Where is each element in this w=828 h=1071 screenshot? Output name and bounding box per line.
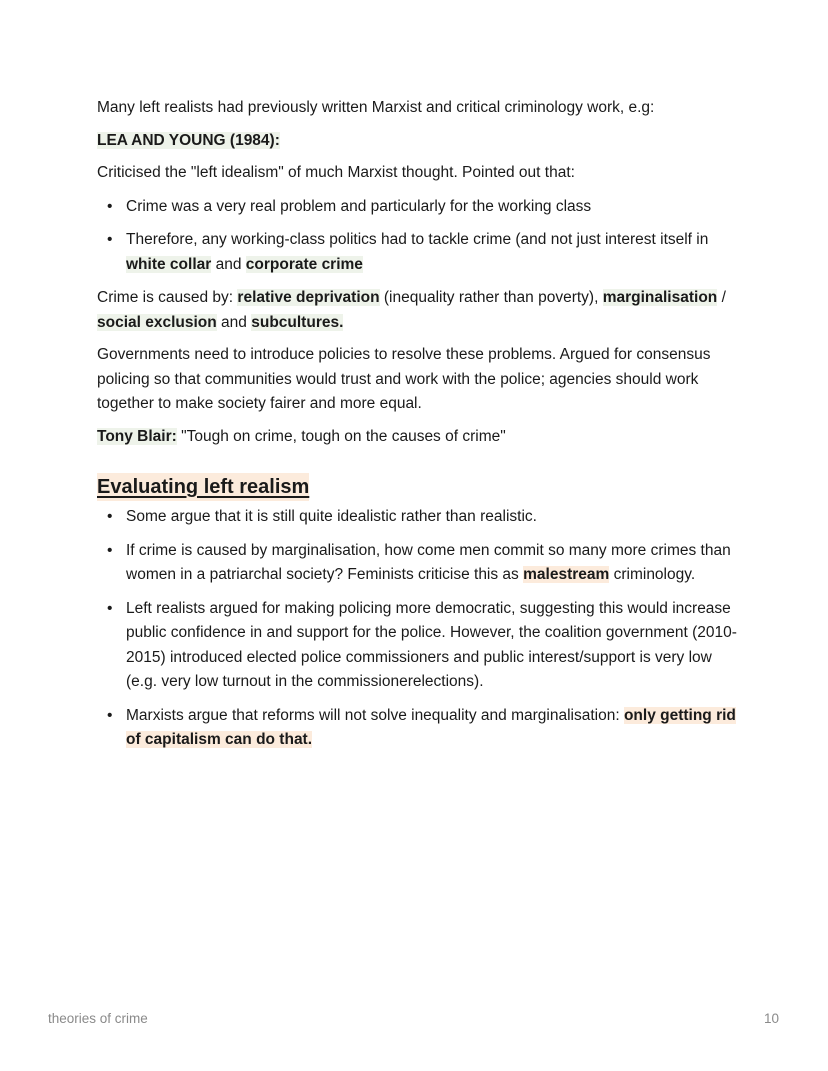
text-run: and bbox=[211, 255, 246, 273]
list-item: • Some argue that it is still quite idealistic rather than realistic. bbox=[97, 505, 737, 530]
text-run: criminology. bbox=[609, 566, 696, 583]
governments-paragraph: Governments need to introduce policies to resolve these problems. Argued for consensus policing so that communities would trust and work with the police; agencies should work together to make society fairer and more equal. bbox=[97, 346, 711, 412]
lea-young-points bbox=[97, 195, 737, 278]
text-run: Therefore, any working-class politics had to tackle crime (and not just interest itself in bbox=[126, 231, 709, 248]
text-run: Crime is caused by: bbox=[97, 289, 238, 306]
malestream-term: malestream bbox=[523, 566, 610, 583]
list-item: • Crime was a very real problem and particularly for the working class bbox=[97, 195, 737, 220]
evaluation-heading: Evaluating left realism bbox=[97, 473, 309, 501]
causes-paragraph bbox=[97, 286, 737, 335]
relative-deprivation-term: relative deprivation bbox=[237, 289, 380, 306]
social-exclusion-term: social exclusion bbox=[97, 313, 217, 331]
blair-name: Tony Blair: bbox=[97, 427, 177, 445]
criticised-paragraph: Criticised the "left idealism" of much Marxist thought. Pointed out that: bbox=[97, 164, 575, 181]
subcultures-term: subcultures. bbox=[251, 313, 344, 331]
capitalism-conclusion: only getting rid of capitalism can do that. bbox=[126, 706, 736, 748]
page-content bbox=[97, 96, 737, 762]
intro-paragraph: Many left realists had previously written Marxist and critical criminology work, e.g: bbox=[97, 99, 655, 116]
list-item bbox=[97, 228, 737, 277]
text-run: (inequality rather than poverty), bbox=[379, 289, 603, 306]
list-item bbox=[97, 704, 737, 753]
lea-young-heading bbox=[97, 129, 737, 154]
lea-young-label: LEA AND YOUNG (1984): bbox=[97, 131, 280, 149]
marginalisation-term: marginalisation bbox=[602, 289, 718, 306]
blair-quote bbox=[97, 425, 737, 450]
corporate-crime-term: corporate crime bbox=[245, 255, 363, 273]
quote-text: "Tough on crime, tough on the causes of crime" bbox=[176, 427, 506, 445]
text-run: Marxists argue that reforms will not solve inequality and marginalisation: bbox=[126, 706, 624, 724]
text-run: and bbox=[216, 313, 252, 331]
footer-title: theories of crime bbox=[48, 1011, 148, 1026]
text-run: / bbox=[717, 289, 726, 306]
list-item: • Left realists argued for making policing more democratic, suggesting this would increase public confidence in and support for the police. However, the coalition government (2010-2015) introduced elected police commissioners and public interest/support is very low (e.g. very low turnout in the commissionerelections). bbox=[97, 597, 737, 695]
evaluation-points bbox=[97, 505, 737, 753]
text-run: If crime is caused by marginalisation, how come men commit so many more crimes than women in a patriarchal society? Feminists criticise this as bbox=[126, 541, 731, 583]
list-item bbox=[97, 539, 737, 588]
page-number: 10 bbox=[763, 1011, 779, 1026]
white-collar-term: white collar bbox=[126, 255, 212, 273]
